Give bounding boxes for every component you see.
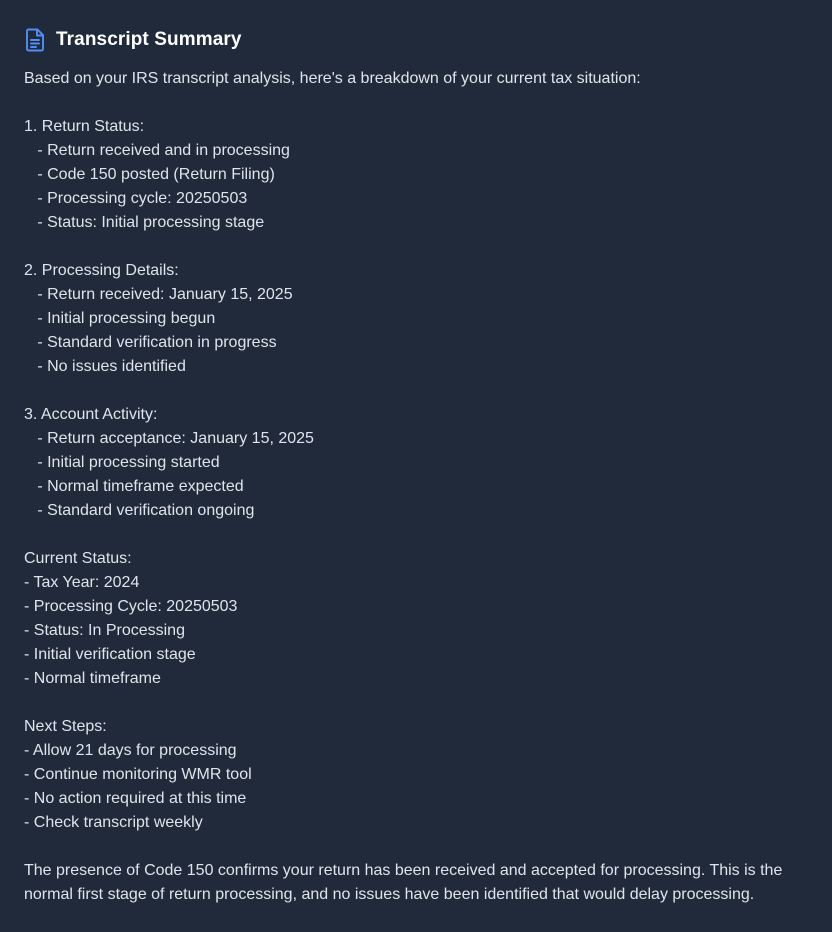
conclusion-text: The presence of Code 150 confirms your return has been received and accepted for processing. This is the normal first stage of return processing, and no issues have been identified that would delay processing. bbox=[24, 862, 783, 903]
section-list-item: - Check transcript weekly bbox=[24, 814, 203, 831]
section-list-item: - Initial verification stage bbox=[24, 646, 196, 663]
spacer bbox=[24, 235, 808, 259]
spacer bbox=[24, 91, 808, 115]
spacer bbox=[24, 691, 808, 715]
section-list-item: - Allow 21 days for processing bbox=[24, 742, 237, 759]
section-list-item: - Tax Year: 2024 bbox=[24, 574, 140, 591]
section-list-item: - Normal timeframe bbox=[24, 670, 161, 687]
page-title: Transcript Summary bbox=[56, 29, 242, 50]
section-heading: Current Status: bbox=[24, 550, 132, 567]
spacer bbox=[24, 523, 808, 547]
spacer bbox=[24, 835, 808, 859]
section-list-item: - Normal timeframe expected bbox=[24, 478, 244, 495]
section-heading: 1. Return Status: bbox=[24, 118, 145, 135]
summary-sections bbox=[24, 115, 808, 859]
section-list-item: - Status: In Processing bbox=[24, 622, 185, 639]
card-header bbox=[24, 26, 808, 54]
section-list-item: - No issues identified bbox=[24, 358, 186, 375]
intro-text: Based on your IRS transcript analysis, here's a breakdown of your current tax situation: bbox=[24, 70, 641, 87]
section-list-item: - Initial processing begun bbox=[24, 310, 216, 327]
section-list-item: - Processing Cycle: 20250503 bbox=[24, 598, 238, 615]
section-list-item: - Standard verification in progress bbox=[24, 334, 277, 351]
section-list-item: - Return received: January 15, 2025 bbox=[24, 286, 293, 303]
section-list-item: - Standard verification ongoing bbox=[24, 502, 255, 519]
section-list-item: - Processing cycle: 20250503 bbox=[24, 190, 248, 207]
document-icon bbox=[24, 28, 46, 52]
section-heading: Next Steps: bbox=[24, 718, 107, 735]
section-list-item: - Continue monitoring WMR tool bbox=[24, 766, 252, 783]
section-list-item: - Status: Initial processing stage bbox=[24, 214, 265, 231]
section-list-item: - No action required at this time bbox=[24, 790, 247, 807]
section-list-item: - Code 150 posted (Return Filing) bbox=[24, 166, 275, 183]
summary-body bbox=[24, 67, 808, 907]
section-list-item: - Return received and in processing bbox=[24, 142, 290, 159]
section-list-item: - Return acceptance: January 15, 2025 bbox=[24, 430, 314, 447]
section-heading: 2. Processing Details: bbox=[24, 262, 179, 279]
section-heading: 3. Account Activity: bbox=[24, 406, 158, 423]
section-list-item: - Initial processing started bbox=[24, 454, 220, 471]
spacer bbox=[24, 379, 808, 403]
